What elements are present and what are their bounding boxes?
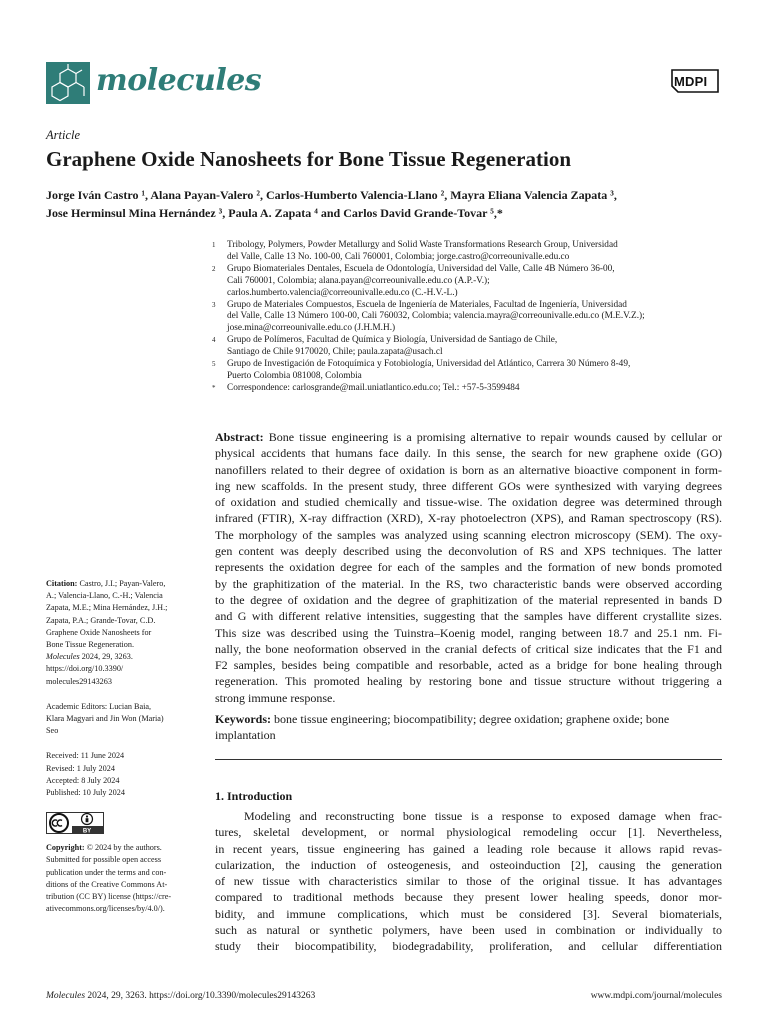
author-list <box>46 186 736 222</box>
copyright-text: publication under the terms and con- <box>46 867 167 877</box>
affiliation-line: del Valle, Calle 13 Número 100-00, Cali 760032, Colombia; valencia.mayra@correounivalle.edu.co (M.E.V.Z.); <box>227 311 645 322</box>
affiliation-mark: 1 <box>212 241 216 249</box>
abstract-line: represents the oxidation degree for each of the samples and the formation of new bonds promoted <box>215 560 722 575</box>
affiliation-item <box>210 264 730 300</box>
article-sidebar <box>46 578 196 915</box>
copyright-text: Submitted for possible open access <box>46 855 162 865</box>
section-divider <box>215 759 722 760</box>
citation-text: Castro, J.I.; Payan-Valero, <box>79 579 166 588</box>
abstract-line: of oxidation and studied chemically and tissue-wise. The oxidation degree was determined through <box>215 495 722 510</box>
affiliation-mark: 2 <box>212 264 216 273</box>
affiliation-item <box>210 359 730 383</box>
affiliation-line: carlos.humberto.valencia@correounivalle.edu.co (C.-H.V.-L.) <box>227 287 458 298</box>
journal-name: molecules <box>96 63 262 98</box>
abstract-line: nally, the bone neoformation observed in the cranial defects of critical size indicates that the F1 and <box>215 641 722 656</box>
author-line: Jose Herminsul Mina Hernández ³, Paula A. Zapata ⁴ and Carlos David Grande-Tovar ⁵,* <box>46 206 503 220</box>
citation-journal: Molecules <box>46 652 80 662</box>
affiliation-line: del Valle, Calle 13 No. 100-00, Cali 760001, Colombia; jorge.castro@correounivalle.edu.co <box>227 251 570 262</box>
citation-doi-link[interactable]: molecules29143263 <box>46 676 112 686</box>
citation-text: Bone Tissue Regeneration. <box>46 640 135 650</box>
article-title: Graphene Oxide Nanosheets for Bone Tissue Regeneration <box>46 147 572 171</box>
footer-journal-url[interactable]: www.mdpi.com/journal/molecules <box>590 991 722 1001</box>
footer-citation <box>46 991 315 1001</box>
cc-by-label: BY <box>82 828 92 835</box>
date-published: Published: 10 July 2024 <box>46 788 125 798</box>
abstract-line: The morphology of the samples was analyzed using scanning electron microscopy (SEM). The oxy- <box>215 527 722 542</box>
affiliation-line: Cali 760001, Colombia; alana.payan@correounivalle.edu.co (A.P.-V.); <box>227 275 490 286</box>
abstract-line: strong immune response. <box>215 690 336 705</box>
abstract-line: regeneration. This promoted healing by restoring bone and tissue structure without triggering a <box>215 674 722 689</box>
editors-text: Seo <box>46 726 59 736</box>
body-line: study their biocompatibility, biodegradability, proliferation, and cellular differentiation <box>215 939 722 954</box>
affiliation-line: Grupo Biomateriales Dentales, Escuela de Odontología, Universidad del Valle, Calle 4B Número 36-00, <box>227 263 615 274</box>
correspondence-line: Correspondence: carlosgrande@mail.uniatlantico.edu.co; Tel.: +57-5-3599484 <box>227 382 520 393</box>
citation-text: Zapata, M.E.; Mina Hernández, J.H.; <box>46 603 168 613</box>
affiliation-item <box>210 383 730 395</box>
abstract-line: gen content was deeply described using the deconvolution of RS and XPS techniques. The latter <box>215 544 722 559</box>
abstract-line: infrared (FTIR), X-ray diffraction (XRD), X-ray photoelectron (XPS), and Raman spectroscopy (RS). <box>215 511 722 526</box>
citation-text: A.; Valencia-Llano, C.-H.; Valencia <box>46 591 163 601</box>
affiliations <box>210 240 730 395</box>
abstract-line: by the graphitization of the material. In the RS, two characteristic bands were observed according <box>215 576 722 591</box>
affiliation-mark: 5 <box>212 360 216 369</box>
author-line: Jorge Iván Castro ¹, Alana Payan-Valero ², Carlos-Humberto Valencia-Llano ², Mayra Eliana Valencia Zapata ³, <box>46 188 617 202</box>
body-line: compared to traditional methods because they present lower healing speeds, donor mor- <box>215 890 722 905</box>
cc-by-icon[interactable] <box>46 812 104 834</box>
affiliation-line: Grupo de Investigación de Fotoquímica y Fotobiología, Universidad del Atlántico, Carrera 30 Número 8-49, <box>227 359 631 370</box>
affiliation-mark: 4 <box>212 336 216 345</box>
citation-block <box>46 578 196 688</box>
copyright-text: © 2024 by the authors. <box>86 843 162 853</box>
body-line: tures, skeletal development, or normal physiological remodeling occur [1]. Nevertheless, <box>215 825 722 840</box>
keywords-line: implantation <box>215 728 276 743</box>
body-line: Modeling and reconstructing bone tissue is a response to exposed damage when frac- <box>244 809 722 823</box>
citation-ref: 2024, 29, 3263. <box>81 652 133 662</box>
article-type: Article <box>46 128 81 142</box>
mdpi-logo <box>668 66 722 96</box>
affiliation-line: jose.mina@correounivalle.edu.co (J.H.M.H.) <box>227 323 396 334</box>
academic-editors <box>46 701 196 738</box>
abstract-line: nanofillers related to their degree of oxidation is born as an alternative bioactive component in form- <box>215 462 722 477</box>
journal-header <box>46 60 722 106</box>
affiliation-line: Grupo de Materiales Compuestos, Escuela de Ingeniería de Materiales, Facultad de Ingeniería, Universidad <box>227 299 627 310</box>
citation-text: Graphene Oxide Nanosheets for <box>46 627 152 637</box>
date-received: Received: 11 June 2024 <box>46 751 125 761</box>
abstract <box>215 429 722 706</box>
introduction-body <box>215 808 722 955</box>
citation-doi-link[interactable]: https://doi.org/10.3390/ <box>46 664 124 674</box>
affiliation-line: Grupo de Polímeros, Facultad de Química y Biología, Universidad de Santiago de Chile, <box>227 335 558 346</box>
abstract-line: to the degree of oxidation and the degree of graphitization of the material represented in bands D <box>215 592 722 607</box>
copyright-text: ditions of the Creative Commons At- <box>46 879 168 889</box>
affiliation-item <box>210 240 730 264</box>
molecule-hexagon-icon <box>46 62 90 104</box>
body-line: bidity, and immune complications, which must be considered [3]. Several biomaterials, <box>215 906 722 921</box>
body-line: cularization, the induction of osteogenesis, and osteoinduction [2], causing the generation <box>215 857 722 872</box>
abstract-text: Bone tissue engineering is a promising alternative to repair wounds caused by cellular or <box>268 430 723 444</box>
abstract-line: and G with different relative intensities, suggesting that the samples have different crystallite sizes. <box>215 609 722 624</box>
affiliation-line: Tribology, Polymers, Powder Metallurgy and Solid Waste Transformations Research Group, Universidad <box>227 240 618 250</box>
affiliation-line: Puerto Colombia 081008, Colombia <box>227 370 362 381</box>
citation-text: Zapata, P.A.; Grande-Tovar, C.D. <box>46 615 156 625</box>
body-line: in recent years, tissue engineering has gained a leading role because it allows rapid revas- <box>215 841 722 856</box>
date-revised: Revised: 1 July 2024 <box>46 763 115 773</box>
body-line: of new tissue with characteristics similar to those of the original tissue. It has advantages <box>215 874 722 889</box>
affiliation-item <box>210 335 730 359</box>
editors-text: Academic Editors: Lucian Baia, <box>46 701 152 711</box>
affiliation-mark: * <box>212 383 216 392</box>
keywords <box>215 711 722 744</box>
date-accepted: Accepted: 8 July 2024 <box>46 775 120 785</box>
section-heading-introduction: 1. Introduction <box>215 789 293 803</box>
abstract-line <box>215 429 722 445</box>
publication-dates <box>46 750 196 799</box>
citation-label: Citation: <box>46 579 78 588</box>
abstract-line: ing new scaffolds. In the present study, three different GOs were synthesized with varying degrees <box>215 478 722 493</box>
keywords-text: bone tissue engineering; biocompatibility; degree oxidation; graphene oxide; bone <box>274 712 670 726</box>
copyright-block <box>46 842 196 915</box>
copyright-text: ativecommons.org/licenses/by/4.0/). <box>46 904 165 914</box>
footer-ref[interactable]: 2024, 29, 3263. https://doi.org/10.3390/molecules29143263 <box>87 991 316 1001</box>
copyright-text: tribution (CC BY) license (https://cre- <box>46 892 172 902</box>
copyright-label: Copyright: <box>46 843 85 853</box>
keywords-label: Keywords: <box>215 712 271 726</box>
abstract-line: This size was described using the Tuinstra–Koenig model, ranging between 18.7 and 25.1 nm. Fi- <box>215 625 722 640</box>
abstract-line: physical accidents that humans face daily. In this sense, the search for new graphene oxide (GO) <box>215 446 722 461</box>
abstract-label: Abstract: <box>215 430 264 444</box>
affiliation-mark: 3 <box>212 300 216 309</box>
abstract-line: F2 samples, besides being compatible and resorbable, acted as a bridge for bone healing through <box>215 658 722 673</box>
affiliation-item <box>210 300 730 336</box>
keywords-line <box>215 711 722 727</box>
publisher-name: MDPI <box>674 74 708 89</box>
footer-journal: Molecules <box>46 991 86 1001</box>
body-line: such as natural or synthetic polymers, have been used in combination or individually to <box>215 923 722 938</box>
affiliation-line: Santiago de Chile 9170020, Chile; paula.zapata@usach.cl <box>227 347 443 358</box>
editors-text: Klara Magyari and Jin Won (Maria) <box>46 714 164 724</box>
